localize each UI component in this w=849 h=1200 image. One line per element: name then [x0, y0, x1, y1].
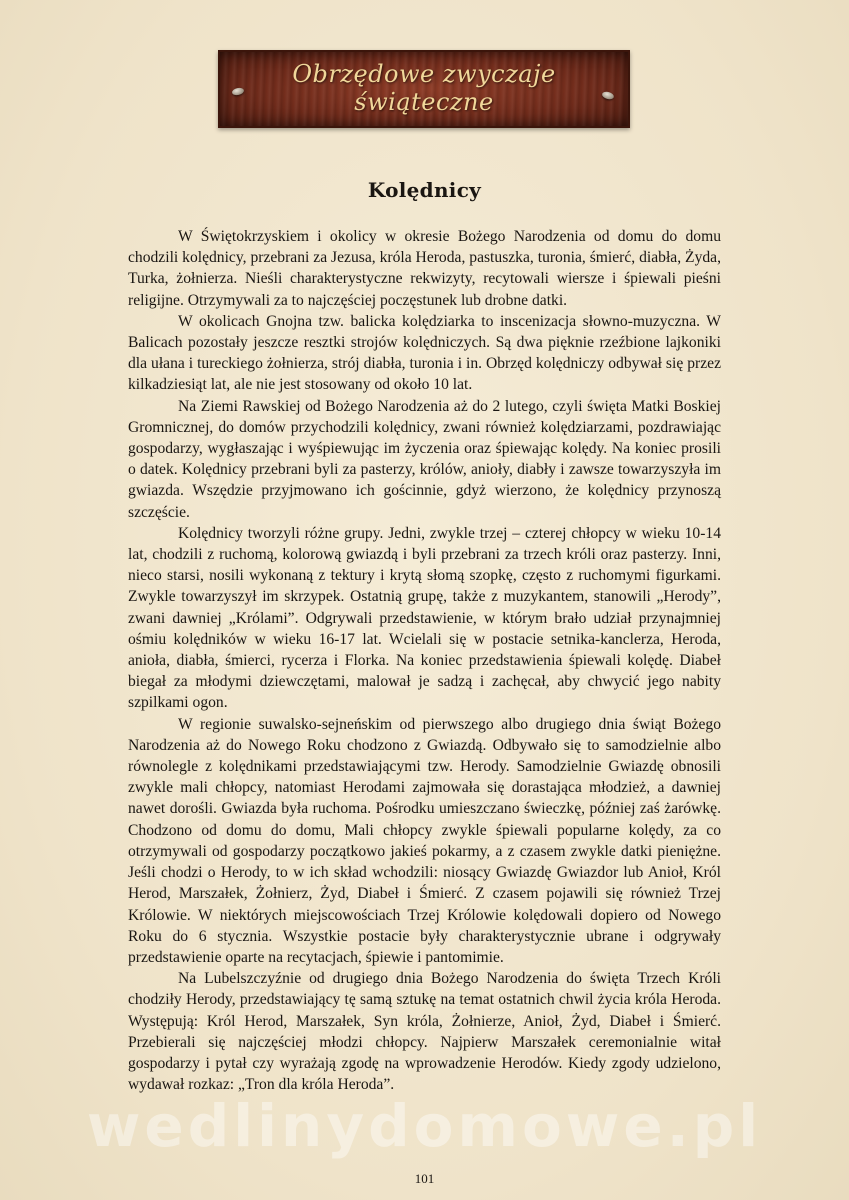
page-number: 101 — [414, 1171, 435, 1186]
chapter-title-line-2: świąteczne — [354, 88, 494, 116]
chapter-banner — [218, 50, 630, 128]
body-text — [128, 226, 721, 1095]
paragraph: Na Lubelszczyźnie od drugiego dnia Bożego Narodzenia do święta Trzech Króli chodziły Herody, przedstawiający tę samą sztukę na temat ostatnich chwil życia króla Heroda. Występują: Król Herod, Marszałek, Syn króla, Żołnierze, Anioł, Żyd, Diabeł i Śmierć. Przebierali się najczęściej młodzi chłopcy. Najpierw Marszałek ceremonialnie witał gospodarzy i pytał czy wyrażają zgodę na wprowadzenie Herodów. Kiedy zgody udzielono, wydawał rozkaz: „Tron dla króla Heroda”. — [128, 970, 721, 1094]
section-heading: Kolędnicy — [367, 178, 482, 202]
paragraph: Kolędnicy tworzyli różne grupy. Jedni, zwykle trzej – czterej chłopcy w wieku 10-14 lat, chodzili z ruchomą, kolorową gwiazdą i byli przebrani za trzech króli oraz pasterzy. Inni, nieco starsi, nosili wykonaną z tektury i krytą słomą szopkę, często z ruchomymi figurkami. Zwykle towarzyszył im skrzypek. Ostatnią grupę, także z muzykantem, stanowili „Herody”, zwani dawniej „Królami”. Odgrywali przedstawienie, w którym brało udział przynajmniej ośmiu kolędników w wieku 16-17 lat. Wcielali się w postacie setnika-kanclerza, Heroda, anioła, diabła, śmierci, rycerza i Florka. Na koniec przedstawienia śpiewali kolędę. Diabeł biegał za młodymi dziewczętami, malował je sadzą i zachęcał, aby chwycić jego nabity szpilkami ogon. — [128, 524, 721, 712]
paragraph: W Świętokrzyskiem i okolicy w okresie Bożego Narodzenia od domu do domu chodzili kolędnicy, przebrani za Jezusa, króla Heroda, pastuszka, turonia, śmierć, diabła, Żyda, Turka, żołnierza. Nieśli charakterystyczne rekwizyty, recytowali wiersze i śpiewali pieśni religijne. Otrzymywali za to najczęściej poczęstunek lub drobne datki. — [128, 228, 721, 309]
paragraph: W regionie suwalsko-sejneńskim od pierwszego albo drugiego dnia świąt Bożego Narodzenia aż do Nowego Roku chodzono z Gwiazdą. Odbywało się to samodzielnie albo równolegle z kolędnikami przedstawiającymi tzw. Herody. Samodzielnie Gwiazdę obnosili zwykle mali chłopcy, natomiast Herodami zajmowała się dorastająca młodzież, a dawniej nawet dorośli. Gwiazda była ruchoma. Pośrodku umieszczano świeczkę, później zaś żarówkę. Chodzono od domu do domu, Mali chłopcy zwykle śpiewali popularne kolędy, za co otrzymywali od gospodarzy początkowo jakieś pokarmy, a z czasem zwykle datki pieniężne. Jeśli chodzi o Herody, to w ich skład wchodzili: niosący Gwiazdę Gwiazdor lub Anioł, Król Herod, Marszałek, Żołnierz, Żyd, Diabeł i Śmierć. Z czasem pojawili się również Trzej Królowie. W niektórych miejscowościach Trzej Królowie kolędowali dopiero od Nowego Roku do 6 stycznia. Wszystkie postacie były charakterystycznie ubrane i odgrywały przedstawienie oparte na recytacjach, śpiewie i pantomimie. — [128, 715, 721, 966]
chapter-title-line-1: Obrzędowe zwyczaje — [292, 60, 556, 88]
paragraph: W okolicach Gnojna tzw. balicka kolędziarka to inscenizacja słowno-muzyczna. W Balicach pozostały jeszcze resztki strojów kolędniczych. Są dwa pięknie rzeźbione lajkoniki dla ułana i tureckiego żołnierza, strój diabła, turonia i in. Obrzęd kolędniczy odbywał się przez kilkadziesiąt lat, ale nie jest stosowany od około 10 lat. — [128, 312, 721, 394]
watermark: wedlinydomowe.pl — [86, 1092, 763, 1160]
paragraph: Na Ziemi Rawskiej od Bożego Narodzenia aż do 2 lutego, czyli święta Matki Boskiej Gromnicznej, do domów przychodzili kolędnicy, zwani również kolędziarzami, pozdrawiając gospodarzy, wygłaszając i wyśpiewując im życzenia oraz śpiewając kolędy. Na koniec prosili o datek. Kolędnicy przebrani byli za pasterzy, królów, anioły, diabły i zawsze towarzyszyła im gwiazda. Wszędzie przyjmowano ich gościnnie, gdyż wierzono, że kolędnicy przynoszą szczęście. — [128, 397, 721, 521]
chapter-title — [220, 60, 628, 116]
